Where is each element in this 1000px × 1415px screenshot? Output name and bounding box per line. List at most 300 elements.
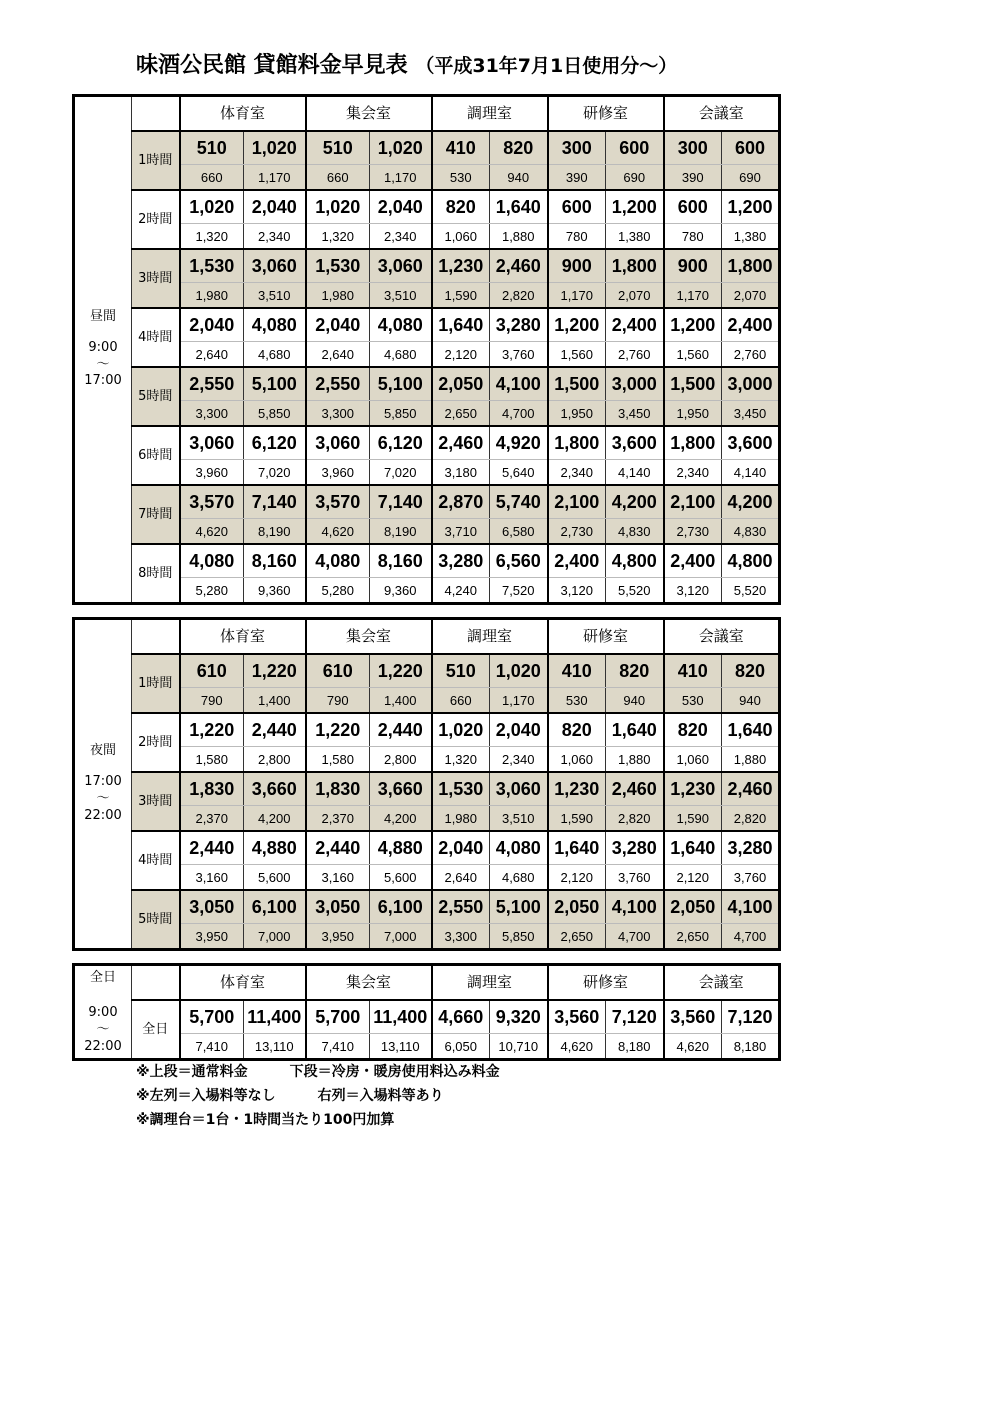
regular-fee-cell: 3,600 bbox=[722, 426, 780, 460]
regular-fee-cell: 4,880 bbox=[244, 831, 306, 865]
regular-fee-cell: 3,060 bbox=[244, 249, 306, 283]
aircon-fee-cell: 2,340 bbox=[244, 224, 306, 250]
aircon-fee-cell: 2,340 bbox=[548, 460, 606, 486]
aircon-fee-cell: 3,450 bbox=[722, 401, 780, 427]
regular-fee-cell: 820 bbox=[548, 713, 606, 747]
regular-fee-cell: 1,800 bbox=[548, 426, 606, 460]
note-2: ※左列＝入場料等なし 右列＝入場料等あり bbox=[136, 1088, 444, 1104]
aircon-fee-cell: 1,380 bbox=[722, 224, 780, 250]
aircon-fee-cell: 2,800 bbox=[370, 747, 432, 773]
aircon-fee-cell: 6,050 bbox=[432, 1034, 490, 1060]
aircon-fee-cell: 1,320 bbox=[432, 747, 490, 773]
period-time-end: 17:00 bbox=[84, 373, 122, 389]
aircon-fee-cell: 3,950 bbox=[306, 924, 370, 950]
aircon-fee-cell: 3,960 bbox=[180, 460, 244, 486]
regular-fee-cell: 4,080 bbox=[306, 544, 370, 578]
room-header: 調理室 bbox=[432, 619, 548, 655]
aircon-fee-cell: 3,120 bbox=[548, 578, 606, 604]
aircon-fee-cell: 3,710 bbox=[432, 519, 490, 545]
aircon-fee-cell: 5,850 bbox=[370, 401, 432, 427]
aircon-fee-cell: 1,950 bbox=[548, 401, 606, 427]
aircon-fee-cell: 8,190 bbox=[370, 519, 432, 545]
regular-fee-cell: 1,530 bbox=[306, 249, 370, 283]
aircon-fee-cell: 2,650 bbox=[664, 924, 722, 950]
note-1: ※上段＝通常料金 下段＝冷房・暖房使用料込み料金 bbox=[136, 1064, 500, 1080]
regular-fee-cell: 3,280 bbox=[606, 831, 664, 865]
aircon-fee-cell: 2,730 bbox=[548, 519, 606, 545]
table-row bbox=[74, 1034, 780, 1060]
aircon-fee-cell: 1,170 bbox=[490, 688, 548, 714]
regular-fee-cell: 2,040 bbox=[490, 713, 548, 747]
room-header: 集会室 bbox=[306, 965, 432, 1001]
aircon-fee-cell: 780 bbox=[548, 224, 606, 250]
regular-fee-cell: 1,220 bbox=[306, 713, 370, 747]
aircon-fee-cell: 1,380 bbox=[606, 224, 664, 250]
duration-label: 2時間 bbox=[132, 190, 180, 249]
aircon-fee-cell: 2,340 bbox=[490, 747, 548, 773]
aircon-fee-cell: 1,950 bbox=[664, 401, 722, 427]
regular-fee-cell: 1,530 bbox=[180, 249, 244, 283]
aircon-fee-cell: 1,400 bbox=[244, 688, 306, 714]
aircon-fee-cell: 7,520 bbox=[490, 578, 548, 604]
regular-fee-cell: 2,400 bbox=[722, 308, 780, 342]
table-row bbox=[74, 772, 780, 806]
aircon-fee-cell: 7,410 bbox=[180, 1034, 244, 1060]
aircon-fee-cell: 2,070 bbox=[722, 283, 780, 309]
table-row bbox=[74, 401, 780, 427]
aircon-fee-cell: 4,830 bbox=[722, 519, 780, 545]
aircon-fee-cell: 3,300 bbox=[180, 401, 244, 427]
aircon-fee-cell: 6,580 bbox=[490, 519, 548, 545]
regular-fee-cell: 6,560 bbox=[490, 544, 548, 578]
aircon-fee-cell: 1,980 bbox=[180, 283, 244, 309]
aircon-fee-cell: 8,190 bbox=[244, 519, 306, 545]
duration-label: 全日 bbox=[132, 1000, 180, 1060]
aircon-fee-cell: 1,560 bbox=[548, 342, 606, 368]
aircon-fee-cell: 2,820 bbox=[606, 806, 664, 832]
aircon-fee-cell: 3,120 bbox=[664, 578, 722, 604]
aircon-fee-cell: 2,340 bbox=[370, 224, 432, 250]
aircon-fee-cell: 5,600 bbox=[244, 865, 306, 891]
regular-fee-cell: 1,640 bbox=[722, 713, 780, 747]
duration-label: 6時間 bbox=[132, 426, 180, 485]
duration-label: 1時間 bbox=[132, 131, 180, 190]
regular-fee-cell: 1,500 bbox=[664, 367, 722, 401]
aircon-fee-cell: 390 bbox=[664, 165, 722, 191]
regular-fee-cell: 510 bbox=[180, 131, 244, 165]
aircon-fee-cell: 3,760 bbox=[606, 865, 664, 891]
regular-fee-cell: 4,080 bbox=[490, 831, 548, 865]
regular-fee-cell: 2,040 bbox=[432, 831, 490, 865]
page-title bbox=[136, 48, 677, 79]
regular-fee-cell: 1,230 bbox=[432, 249, 490, 283]
duration-label: 5時間 bbox=[132, 890, 180, 950]
aircon-fee-cell: 9,360 bbox=[370, 578, 432, 604]
aircon-fee-cell: 1,060 bbox=[548, 747, 606, 773]
regular-fee-cell: 7,120 bbox=[722, 1000, 780, 1034]
room-header: 調理室 bbox=[432, 965, 548, 1001]
duration-label: 5時間 bbox=[132, 367, 180, 426]
aircon-fee-cell: 4,680 bbox=[244, 342, 306, 368]
regular-fee-cell: 2,440 bbox=[180, 831, 244, 865]
aircon-fee-cell: 2,070 bbox=[606, 283, 664, 309]
aircon-fee-cell: 660 bbox=[432, 688, 490, 714]
regular-fee-cell: 1,830 bbox=[306, 772, 370, 806]
aircon-fee-cell: 5,850 bbox=[244, 401, 306, 427]
regular-fee-cell: 2,050 bbox=[664, 890, 722, 924]
regular-fee-cell: 3,050 bbox=[306, 890, 370, 924]
aircon-fee-cell: 1,880 bbox=[606, 747, 664, 773]
period-time-start: 17:00 bbox=[84, 774, 122, 790]
aircon-fee-cell: 1,170 bbox=[244, 165, 306, 191]
regular-fee-cell: 600 bbox=[606, 131, 664, 165]
aircon-fee-cell: 8,180 bbox=[606, 1034, 664, 1060]
aircon-fee-cell: 2,820 bbox=[490, 283, 548, 309]
table-row bbox=[74, 831, 780, 865]
regular-fee-cell: 2,550 bbox=[180, 367, 244, 401]
aircon-fee-cell: 13,110 bbox=[370, 1034, 432, 1060]
table-row bbox=[74, 426, 780, 460]
regular-fee-cell: 4,080 bbox=[370, 308, 432, 342]
regular-fee-cell: 410 bbox=[548, 654, 606, 688]
aircon-fee-cell: 4,620 bbox=[664, 1034, 722, 1060]
regular-fee-cell: 410 bbox=[664, 654, 722, 688]
regular-fee-cell: 2,100 bbox=[548, 485, 606, 519]
aircon-fee-cell: 3,160 bbox=[306, 865, 370, 891]
aircon-fee-cell: 4,700 bbox=[722, 924, 780, 950]
aircon-fee-cell: 4,140 bbox=[722, 460, 780, 486]
regular-fee-cell: 4,200 bbox=[606, 485, 664, 519]
period-time-start: 9:00 bbox=[88, 339, 118, 355]
regular-fee-cell: 600 bbox=[664, 190, 722, 224]
aircon-fee-cell: 4,680 bbox=[490, 865, 548, 891]
regular-fee-cell: 3,280 bbox=[722, 831, 780, 865]
regular-fee-cell: 2,460 bbox=[606, 772, 664, 806]
aircon-fee-cell: 2,650 bbox=[548, 924, 606, 950]
regular-fee-cell: 2,440 bbox=[244, 713, 306, 747]
aircon-fee-cell: 2,730 bbox=[664, 519, 722, 545]
aircon-fee-cell: 1,170 bbox=[664, 283, 722, 309]
table-row bbox=[74, 485, 780, 519]
aircon-fee-cell: 3,300 bbox=[432, 924, 490, 950]
table-row bbox=[74, 865, 780, 891]
aircon-fee-cell: 1,880 bbox=[722, 747, 780, 773]
duration-label: 3時間 bbox=[132, 249, 180, 308]
title-main: 味酒公民館 貸館料金早見表 bbox=[136, 53, 408, 78]
aircon-fee-cell: 4,620 bbox=[548, 1034, 606, 1060]
regular-fee-cell: 1,230 bbox=[664, 772, 722, 806]
room-header: 体育室 bbox=[180, 96, 306, 132]
duration-label: 4時間 bbox=[132, 308, 180, 367]
aircon-fee-cell: 660 bbox=[180, 165, 244, 191]
regular-fee-cell: 1,220 bbox=[180, 713, 244, 747]
regular-fee-cell: 6,100 bbox=[370, 890, 432, 924]
aircon-fee-cell: 1,980 bbox=[306, 283, 370, 309]
period-time-end: 22:00 bbox=[84, 807, 122, 823]
aircon-fee-cell: 3,510 bbox=[370, 283, 432, 309]
aircon-fee-cell: 4,200 bbox=[370, 806, 432, 832]
regular-fee-cell: 2,440 bbox=[370, 713, 432, 747]
aircon-fee-cell: 390 bbox=[548, 165, 606, 191]
regular-fee-cell: 1,640 bbox=[664, 831, 722, 865]
table-row bbox=[74, 1000, 780, 1034]
regular-fee-cell: 3,570 bbox=[180, 485, 244, 519]
table-row bbox=[74, 342, 780, 368]
aircon-fee-cell: 2,370 bbox=[180, 806, 244, 832]
duration-label: 4時間 bbox=[132, 831, 180, 890]
regular-fee-cell: 820 bbox=[606, 654, 664, 688]
regular-fee-cell: 1,020 bbox=[490, 654, 548, 688]
aircon-fee-cell: 7,000 bbox=[244, 924, 306, 950]
table-row bbox=[74, 519, 780, 545]
aircon-fee-cell: 3,450 bbox=[606, 401, 664, 427]
aircon-fee-cell: 3,160 bbox=[180, 865, 244, 891]
period-label: 夜間 bbox=[89, 743, 116, 759]
regular-fee-cell: 900 bbox=[664, 249, 722, 283]
notes bbox=[136, 1060, 500, 1132]
aircon-fee-cell: 5,850 bbox=[490, 924, 548, 950]
period-time-end: 22:00 bbox=[84, 1038, 122, 1054]
room-header: 会議室 bbox=[664, 619, 780, 655]
regular-fee-cell: 1,020 bbox=[180, 190, 244, 224]
aircon-fee-cell: 8,180 bbox=[722, 1034, 780, 1060]
aircon-fee-cell: 2,340 bbox=[664, 460, 722, 486]
regular-fee-cell: 1,200 bbox=[664, 308, 722, 342]
regular-fee-cell: 1,530 bbox=[432, 772, 490, 806]
room-header: 調理室 bbox=[432, 96, 548, 132]
aircon-fee-cell: 4,700 bbox=[606, 924, 664, 950]
regular-fee-cell: 3,600 bbox=[606, 426, 664, 460]
table-row bbox=[74, 806, 780, 832]
regular-fee-cell: 600 bbox=[722, 131, 780, 165]
regular-fee-cell: 820 bbox=[664, 713, 722, 747]
aircon-fee-cell: 9,360 bbox=[244, 578, 306, 604]
regular-fee-cell: 2,550 bbox=[432, 890, 490, 924]
regular-fee-cell: 2,550 bbox=[306, 367, 370, 401]
regular-fee-cell: 2,040 bbox=[180, 308, 244, 342]
regular-fee-cell: 4,880 bbox=[370, 831, 432, 865]
room-header: 研修室 bbox=[548, 96, 664, 132]
regular-fee-cell: 1,200 bbox=[606, 190, 664, 224]
duration-label: 1時間 bbox=[132, 654, 180, 713]
regular-fee-cell: 3,060 bbox=[370, 249, 432, 283]
regular-fee-cell: 2,040 bbox=[244, 190, 306, 224]
aircon-fee-cell: 530 bbox=[548, 688, 606, 714]
regular-fee-cell: 1,800 bbox=[664, 426, 722, 460]
regular-fee-cell: 610 bbox=[306, 654, 370, 688]
aircon-fee-cell: 2,120 bbox=[664, 865, 722, 891]
allday-fee-table bbox=[72, 963, 781, 1061]
aircon-fee-cell: 3,760 bbox=[722, 865, 780, 891]
regular-fee-cell: 3,060 bbox=[490, 772, 548, 806]
table-row bbox=[74, 460, 780, 486]
aircon-fee-cell: 940 bbox=[490, 165, 548, 191]
regular-fee-cell: 5,100 bbox=[490, 890, 548, 924]
period-cell bbox=[74, 965, 132, 1060]
regular-fee-cell: 510 bbox=[432, 654, 490, 688]
aircon-fee-cell: 3,180 bbox=[432, 460, 490, 486]
regular-fee-cell: 1,830 bbox=[180, 772, 244, 806]
aircon-fee-cell: 1,060 bbox=[664, 747, 722, 773]
title-subtitle: （平成31年7月1日使用分～） bbox=[415, 55, 678, 77]
regular-fee-cell: 1,640 bbox=[490, 190, 548, 224]
regular-fee-cell: 2,050 bbox=[548, 890, 606, 924]
table-row bbox=[74, 654, 780, 688]
aircon-fee-cell: 3,510 bbox=[490, 806, 548, 832]
duration-label: 2時間 bbox=[132, 713, 180, 772]
regular-fee-cell: 3,060 bbox=[180, 426, 244, 460]
aircon-fee-cell: 3,960 bbox=[306, 460, 370, 486]
table-row bbox=[74, 747, 780, 773]
regular-fee-cell: 5,100 bbox=[244, 367, 306, 401]
aircon-fee-cell: 7,020 bbox=[244, 460, 306, 486]
aircon-fee-cell: 530 bbox=[664, 688, 722, 714]
aircon-fee-cell: 2,370 bbox=[306, 806, 370, 832]
regular-fee-cell: 2,460 bbox=[722, 772, 780, 806]
regular-fee-cell: 2,050 bbox=[432, 367, 490, 401]
aircon-fee-cell: 2,760 bbox=[606, 342, 664, 368]
aircon-fee-cell: 3,510 bbox=[244, 283, 306, 309]
regular-fee-cell: 3,570 bbox=[306, 485, 370, 519]
aircon-fee-cell: 3,950 bbox=[180, 924, 244, 950]
regular-fee-cell: 410 bbox=[432, 131, 490, 165]
regular-fee-cell: 1,020 bbox=[432, 713, 490, 747]
regular-fee-cell: 3,060 bbox=[306, 426, 370, 460]
room-header: 集会室 bbox=[306, 619, 432, 655]
table-row bbox=[74, 713, 780, 747]
aircon-fee-cell: 7,000 bbox=[370, 924, 432, 950]
aircon-fee-cell: 1,580 bbox=[180, 747, 244, 773]
aircon-fee-cell: 4,240 bbox=[432, 578, 490, 604]
regular-fee-cell: 1,640 bbox=[606, 713, 664, 747]
regular-fee-cell: 5,700 bbox=[306, 1000, 370, 1034]
period-tilde: ～ bbox=[96, 1021, 110, 1037]
regular-fee-cell: 1,220 bbox=[370, 654, 432, 688]
regular-fee-cell: 4,080 bbox=[180, 544, 244, 578]
aircon-fee-cell: 940 bbox=[722, 688, 780, 714]
regular-fee-cell: 1,640 bbox=[548, 831, 606, 865]
regular-fee-cell: 3,280 bbox=[490, 308, 548, 342]
regular-fee-cell: 3,000 bbox=[606, 367, 664, 401]
table-row bbox=[74, 578, 780, 604]
regular-fee-cell: 2,400 bbox=[548, 544, 606, 578]
regular-fee-cell: 6,120 bbox=[244, 426, 306, 460]
regular-fee-cell: 1,800 bbox=[722, 249, 780, 283]
nighttime-fee-table bbox=[72, 617, 781, 951]
regular-fee-cell: 8,160 bbox=[244, 544, 306, 578]
regular-fee-cell: 1,220 bbox=[244, 654, 306, 688]
regular-fee-cell: 2,400 bbox=[664, 544, 722, 578]
table-row bbox=[74, 544, 780, 578]
regular-fee-cell: 6,100 bbox=[244, 890, 306, 924]
table-row bbox=[74, 924, 780, 950]
aircon-fee-cell: 1,880 bbox=[490, 224, 548, 250]
table-row bbox=[74, 688, 780, 714]
aircon-fee-cell: 1,590 bbox=[664, 806, 722, 832]
table-row bbox=[74, 190, 780, 224]
room-header: 体育室 bbox=[180, 619, 306, 655]
regular-fee-cell: 1,640 bbox=[432, 308, 490, 342]
regular-fee-cell: 4,800 bbox=[606, 544, 664, 578]
duration-label: 8時間 bbox=[132, 544, 180, 604]
aircon-fee-cell: 2,640 bbox=[180, 342, 244, 368]
header-blank-cell bbox=[132, 619, 180, 655]
period-tilde: ～ bbox=[96, 356, 110, 372]
aircon-fee-cell: 1,170 bbox=[370, 165, 432, 191]
regular-fee-cell: 3,560 bbox=[548, 1000, 606, 1034]
regular-fee-cell: 4,100 bbox=[722, 890, 780, 924]
aircon-fee-cell: 2,640 bbox=[306, 342, 370, 368]
aircon-fee-cell: 2,650 bbox=[432, 401, 490, 427]
regular-fee-cell: 3,660 bbox=[370, 772, 432, 806]
aircon-fee-cell: 4,830 bbox=[606, 519, 664, 545]
aircon-fee-cell: 2,820 bbox=[722, 806, 780, 832]
regular-fee-cell: 4,800 bbox=[722, 544, 780, 578]
regular-fee-cell: 5,100 bbox=[370, 367, 432, 401]
period-label: 全日 bbox=[89, 970, 116, 985]
regular-fee-cell: 510 bbox=[306, 131, 370, 165]
aircon-fee-cell: 4,700 bbox=[490, 401, 548, 427]
regular-fee-cell: 2,100 bbox=[664, 485, 722, 519]
period-cell bbox=[74, 619, 132, 950]
table-row bbox=[74, 890, 780, 924]
aircon-fee-cell: 2,120 bbox=[432, 342, 490, 368]
regular-fee-cell: 820 bbox=[432, 190, 490, 224]
regular-fee-cell: 1,020 bbox=[370, 131, 432, 165]
aircon-fee-cell: 5,520 bbox=[606, 578, 664, 604]
aircon-fee-cell: 5,280 bbox=[180, 578, 244, 604]
aircon-fee-cell: 2,800 bbox=[244, 747, 306, 773]
aircon-fee-cell: 790 bbox=[180, 688, 244, 714]
regular-fee-cell: 3,280 bbox=[432, 544, 490, 578]
regular-fee-cell: 9,320 bbox=[490, 1000, 548, 1034]
period-time-start: 9:00 bbox=[88, 1004, 118, 1020]
room-header: 体育室 bbox=[180, 965, 306, 1001]
room-header: 会議室 bbox=[664, 96, 780, 132]
aircon-fee-cell: 4,680 bbox=[370, 342, 432, 368]
regular-fee-cell: 300 bbox=[664, 131, 722, 165]
table-row bbox=[74, 224, 780, 250]
regular-fee-cell: 2,460 bbox=[432, 426, 490, 460]
table-row bbox=[74, 308, 780, 342]
regular-fee-cell: 6,120 bbox=[370, 426, 432, 460]
aircon-fee-cell: 2,760 bbox=[722, 342, 780, 368]
aircon-fee-cell: 10,710 bbox=[490, 1034, 548, 1060]
aircon-fee-cell: 1,400 bbox=[370, 688, 432, 714]
regular-fee-cell: 4,920 bbox=[490, 426, 548, 460]
period-label: 昼間 bbox=[89, 308, 116, 324]
daytime-fee-table bbox=[72, 94, 781, 605]
table-row bbox=[74, 131, 780, 165]
aircon-fee-cell: 4,140 bbox=[606, 460, 664, 486]
aircon-fee-cell: 530 bbox=[432, 165, 490, 191]
aircon-fee-cell: 5,640 bbox=[490, 460, 548, 486]
regular-fee-cell: 4,100 bbox=[606, 890, 664, 924]
aircon-fee-cell: 1,060 bbox=[432, 224, 490, 250]
regular-fee-cell: 1,200 bbox=[722, 190, 780, 224]
regular-fee-cell: 2,040 bbox=[370, 190, 432, 224]
aircon-fee-cell: 5,600 bbox=[370, 865, 432, 891]
regular-fee-cell: 5,740 bbox=[490, 485, 548, 519]
aircon-fee-cell: 790 bbox=[306, 688, 370, 714]
header-blank-cell bbox=[132, 96, 180, 132]
regular-fee-cell: 3,660 bbox=[244, 772, 306, 806]
aircon-fee-cell: 1,170 bbox=[548, 283, 606, 309]
regular-fee-cell: 820 bbox=[722, 654, 780, 688]
header-blank-cell bbox=[132, 965, 180, 1001]
duration-label: 7時間 bbox=[132, 485, 180, 544]
regular-fee-cell: 11,400 bbox=[370, 1000, 432, 1034]
